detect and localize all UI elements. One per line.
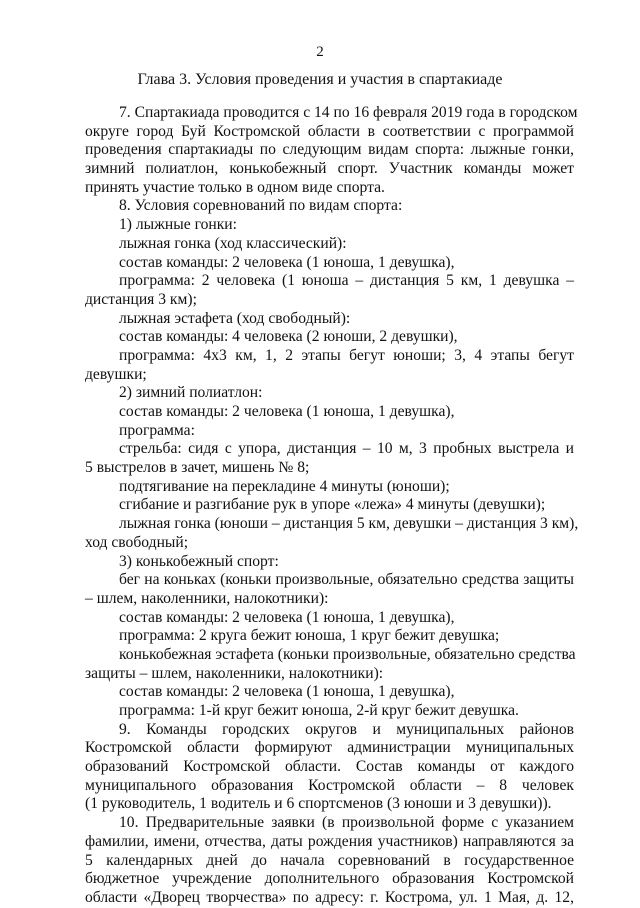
text-line: лыжная эстафета (ход свободный): (119, 309, 351, 327)
text-line: программа: 4х3 км, 1, 2 этапы бегут юноши; 3, 4 этапы бегут (119, 346, 574, 364)
text-line: программа: 2 человека (1 юноша – дистанция 5 км, 1 девушка – (119, 272, 574, 290)
text-line: состав команды: 2 человека (1 юноша, 1 девушка), (119, 683, 455, 701)
text-line: 5 календарных дней до начала соревнований в государственное (85, 851, 574, 869)
text-line: 7. Спартакиада проводится с 14 по 16 февраля 2019 года в городском (119, 104, 578, 121)
text-line: состав команды: 2 человека (1 юноша, 1 девушка), (119, 608, 455, 626)
text-line: 1) лыжные гонки: (119, 216, 237, 234)
text-line: программа: (119, 421, 195, 439)
text-line: 2) зимний полиатлон: (119, 384, 263, 402)
text-line: – шлем, наколенники, налокотники): (85, 589, 329, 607)
text-line: бюджетное учреждение дополнительного образования Костромской (85, 870, 574, 888)
text-line: области «Дворец творчества» по адресу: г. Кострома, ул. 1 Мая, д. 12, (85, 888, 574, 906)
text-line: 10. Предварительные заявки (в произвольной форме с указанием (119, 814, 574, 832)
text-line: 8. Условия соревнований по видам спорта: (119, 197, 403, 215)
text-line: лыжная гонка (юноши – дистанция 5 км, девушки – дистанция 3 км), (119, 515, 579, 533)
text-line: защиты – шлем, наколенники, налокотники): (85, 664, 384, 682)
text-line: зимний полиатлон, конькобежный спорт. Участник команды может (85, 160, 574, 178)
page-number: 2 (316, 44, 324, 60)
text-line: стрельба: сидя с упора, дистанция – 10 м, 3 пробных выстрела и (119, 440, 574, 458)
text-line: состав команды: 2 человека (1 юноша, 1 девушка), (119, 403, 455, 420)
text-line: девушки; (85, 365, 147, 383)
text-line: сгибание и разгибание рук в упоре «лежа» 4 минуты (девушки); (119, 496, 546, 514)
text-line: конькобежная эстафета (коньки произвольные, обязательно средства (119, 645, 576, 663)
document-body (85, 104, 579, 908)
text-line: проведения спартакиады по следующим видам спорта: лыжные гонки, (85, 141, 574, 159)
text-line: ход свободный; (85, 533, 189, 551)
text-line: Костромской области формируют администрации муниципальных (85, 739, 574, 757)
text-line: округе город Буй Костромской области в соответствии с программой (85, 122, 574, 140)
text-line: программа: 2 круга бежит юноша, 1 круг бежит девушка; (119, 627, 500, 645)
text-line: программа: 1-й круг бежит юноша, 2-й круг бежит девушка. (119, 702, 519, 719)
text-line: образований Костромской области. Состав команды от каждого (85, 758, 574, 776)
text-line: состав команды: 4 человека (2 юноши, 2 девушки), (119, 328, 458, 346)
text-line: 3) конькобежный спорт: (119, 552, 279, 570)
text-line: (1 руководитель, 1 водитель и 6 спортсменов (3 юноши и 3 девушки)). (85, 795, 552, 813)
text-line: 9. Команды городских округов и муниципальных районов (119, 720, 574, 738)
text-line: бег на коньках (коньки произвольные, обязательно средства защиты (119, 571, 574, 589)
chapter-title: Глава 3. Условия проведения и участия в спартакиаде (137, 71, 503, 88)
text-line: принять участие только в одном виде спорта. (85, 178, 385, 196)
text-line: фамилии, имени, отчества, даты рождения участников) направляются за (85, 832, 574, 850)
text-line: подтягивание на перекладине 4 минуты (юноши); (119, 477, 450, 495)
text-line: 5 выстрелов в зачет, мишень № 8; (85, 459, 310, 477)
text-line: состав команды: 2 человека (1 юноша, 1 девушка), (119, 253, 455, 271)
text-line: муниципального образования Костромской области – 8 человек (85, 776, 574, 794)
text-line: лыжная гонка (ход классический): (119, 234, 347, 252)
text-line: дистанция 3 км); (85, 290, 197, 308)
